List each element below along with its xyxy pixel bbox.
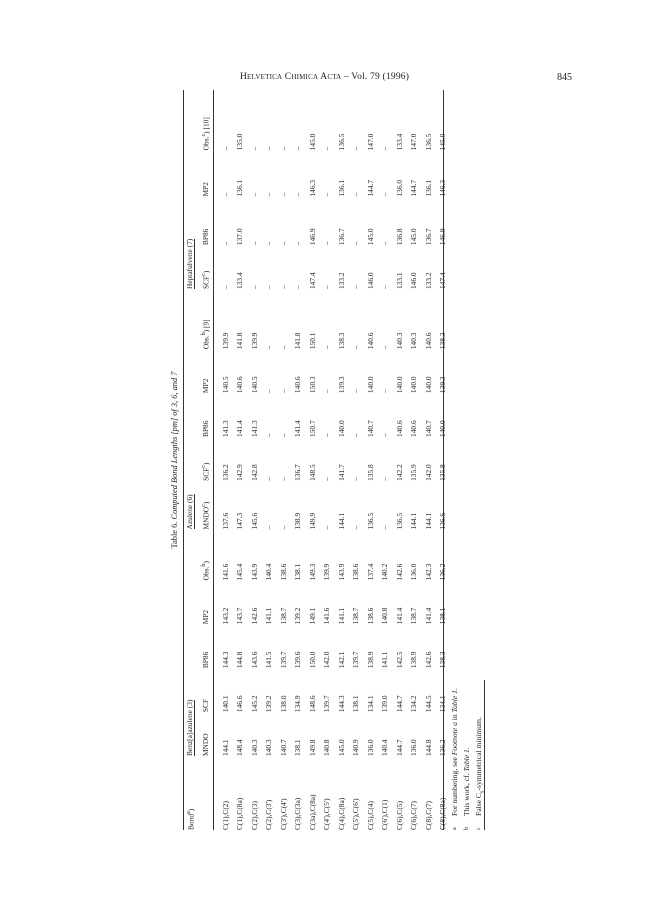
table-cell: 147.0 — [409, 133, 419, 151]
table-cell: – — [293, 192, 303, 197]
table-row — [363, 90, 378, 830]
table-cell: 139.7 — [351, 651, 361, 669]
table-cell: 140.0 — [409, 376, 419, 394]
table-cell: 146.6 — [235, 695, 245, 713]
table-cell: 140.1 — [220, 695, 230, 713]
table-cell: 136.7 — [293, 464, 303, 481]
subheader-8: MP2 — [200, 378, 210, 394]
table-cell: 150.7 — [307, 420, 317, 437]
table-cell: 144.1 — [220, 739, 230, 757]
table-row — [334, 90, 349, 830]
table-cell: 141.4 — [235, 420, 245, 437]
table-cell: 144.8 — [235, 651, 245, 669]
table-cell: 136.1 — [423, 179, 433, 197]
table-cell: 146.3 — [438, 179, 448, 197]
table-cell: 140.7 — [423, 420, 433, 437]
table-cell: 140.3 — [249, 739, 259, 757]
table-cell: 140.5 — [249, 376, 259, 394]
journal-name: Helvetica Chimica Acta — [240, 72, 342, 82]
table-cell: 134.1 — [365, 695, 375, 713]
table-cell: 141.3 — [249, 420, 259, 437]
table-cell: 144.3 — [336, 695, 346, 713]
table-cell: – — [380, 433, 390, 437]
table-cell: 145.0 — [307, 133, 317, 151]
table-cell: 144.1 — [336, 512, 346, 530]
table-cell: – — [264, 433, 274, 437]
table-cell: 136.1 — [235, 179, 245, 197]
table-cell: 142.0 — [423, 464, 433, 481]
table-cell: 139.2 — [293, 607, 303, 625]
table-cell: 136.0 — [365, 739, 375, 757]
table-cell: 145.2 — [249, 695, 259, 713]
table-caption-text: Computed Bond Lengths [pm] of 3, 6, and 7 — [170, 371, 179, 520]
table-cell: 149.9 — [307, 512, 317, 530]
table-cell: 139.6 — [293, 651, 303, 669]
table-cell: – — [351, 146, 361, 151]
table-cell: 138.1 — [293, 739, 303, 757]
table-cell: 139.7 — [278, 651, 288, 669]
table-cell: 138.6 — [351, 563, 361, 581]
table-cell: – — [264, 477, 274, 481]
table-cell: 133.4 — [235, 272, 245, 290]
table-cell: 138.6 — [278, 563, 288, 581]
table-cell: 139.9 — [322, 563, 332, 581]
table-cell: 144.7 — [365, 179, 375, 197]
table-cell: – — [322, 477, 332, 481]
subheader-10: SCF$^c$) — [201, 270, 211, 290]
table-cell: 140.6 — [394, 420, 404, 437]
table-cell: 140.6 — [365, 332, 375, 350]
table-cell: 137.6 — [220, 512, 230, 530]
table-cell: 147.0 — [365, 133, 375, 151]
table-cell: 140.4 — [264, 563, 274, 581]
table-cell: 138.1 — [438, 607, 448, 625]
table-cell: 146.0 — [365, 272, 375, 290]
bond-label: C(3a),C(8a) — [307, 794, 317, 830]
table-row — [407, 90, 422, 830]
table-cell: 144.3 — [220, 651, 230, 669]
table-row — [392, 90, 407, 830]
table-row — [247, 90, 262, 830]
table-cell: 145.4 — [235, 563, 245, 581]
table-cell: 138.3 — [438, 332, 448, 350]
subheader-11: BP86 — [200, 228, 210, 246]
table-cell: 146.0 — [409, 272, 419, 290]
table-cell: – — [278, 192, 288, 197]
table-cell: – — [380, 345, 390, 350]
table-cell: 144.8 — [423, 739, 433, 757]
table-caption-label: Table 6. — [170, 521, 179, 549]
table-cell: 148.6 — [307, 695, 317, 713]
table-cell: 146.9 — [438, 228, 448, 246]
table-cell: 142.6 — [249, 607, 259, 625]
table-cell: 142.5 — [394, 651, 404, 669]
subheader-7: BP86 — [200, 420, 210, 437]
table-cell: 141.4 — [394, 607, 404, 625]
table-row — [436, 90, 451, 830]
table-cell: 149.3 — [307, 563, 317, 581]
table-cell: 146.9 — [307, 228, 317, 246]
table-cell: – — [220, 285, 230, 290]
table-row — [378, 90, 393, 830]
table-cell: 136.0 — [409, 739, 419, 757]
table-row — [320, 90, 335, 830]
group-header-benzazulene: Benz[a]azulene (3) — [185, 699, 194, 757]
table-cell: 136.2 — [438, 739, 448, 757]
table-cell: 150.1 — [307, 332, 317, 350]
table-cell: 147.4 — [307, 272, 317, 290]
footnote-b: b This work, cf. Table 1. — [462, 747, 471, 830]
table-caption — [171, 90, 179, 830]
table-cell: – — [249, 241, 259, 246]
table-cell: 144.7 — [394, 739, 404, 757]
running-head — [240, 72, 409, 82]
table-cell: 142.3 — [423, 563, 433, 581]
table-cell: 140.9 — [351, 739, 361, 757]
table-cell: 140.7 — [278, 739, 288, 757]
table-cell: – — [278, 345, 288, 350]
table-cell: – — [380, 389, 390, 394]
table-cell: – — [220, 192, 230, 197]
table-cell: 141.8 — [293, 332, 303, 350]
table-cell: 136.7 — [423, 228, 433, 246]
table-cell: 142.8 — [249, 464, 259, 481]
subheader-0: MNDO — [200, 733, 210, 757]
table-cell: 140.6 — [235, 376, 245, 394]
table-cell: 140.6 — [423, 332, 433, 350]
table-cell: 140.6 — [293, 376, 303, 394]
bond-label: C(3),C(3a) — [293, 797, 303, 830]
table-cell: 145.0 — [365, 228, 375, 246]
table-cell: 138.9 — [293, 512, 303, 530]
table-cell: 142.6 — [394, 563, 404, 581]
table-cell: – — [322, 192, 332, 197]
table-cell: 148.4 — [235, 739, 245, 757]
table-cell: 140.0 — [336, 420, 346, 437]
table-cell: – — [322, 285, 332, 290]
table-cell: – — [220, 146, 230, 151]
table-cell: 145.0 — [409, 228, 419, 246]
table-cell: 141.7 — [336, 464, 346, 481]
table-cell: 143.9 — [249, 563, 259, 581]
bond-label: C(8),C(8a) — [438, 797, 448, 830]
table-cell: 143.7 — [235, 607, 245, 625]
table-cell: 136.5 — [423, 133, 433, 151]
table-cell: – — [351, 241, 361, 246]
table-cell: 142.1 — [336, 651, 346, 669]
table-cell: 140.0 — [365, 376, 375, 394]
table-cell: – — [293, 241, 303, 246]
table-cell: 141.1 — [380, 651, 390, 669]
table-cell: – — [264, 525, 274, 530]
table-cell: 141.4 — [293, 420, 303, 437]
table-cell: 145.0 — [336, 739, 346, 757]
table-cell: – — [278, 433, 288, 437]
table-cell: 139.2 — [264, 695, 274, 713]
table-cell: 139.9 — [220, 332, 230, 350]
table-cell: 136.5 — [394, 512, 404, 530]
bond-label: C(6'),C(1) — [380, 799, 390, 830]
table-cell: 136.0 — [409, 563, 419, 581]
bond-column-header: Bond$^a$) — [186, 808, 196, 830]
table-cell: 141.4 — [423, 607, 433, 625]
table-cell: – — [278, 389, 288, 394]
table-cell: 136.5 — [336, 133, 346, 151]
table-cell: 144.1 — [423, 512, 433, 530]
table-cell: – — [322, 433, 332, 437]
subheader-6: SCF$^c$) — [201, 462, 211, 481]
table-cell: 139.7 — [322, 695, 332, 713]
table-cell: – — [293, 146, 303, 151]
table-cell: 144.1 — [409, 512, 419, 530]
table-row — [291, 90, 306, 830]
table-cell: 142.9 — [235, 464, 245, 481]
table-cell: 150.3 — [307, 376, 317, 394]
bond-label: C(8),C(7) — [423, 801, 433, 830]
table-cell: 136.2 — [438, 563, 448, 581]
table-cell: – — [380, 241, 390, 246]
table-cell: – — [322, 345, 332, 350]
table-cell: 138.6 — [365, 607, 375, 625]
table-cell: 134.9 — [293, 695, 303, 713]
table-cell: – — [278, 525, 288, 530]
table-cell: 137.0 — [235, 228, 245, 246]
table-cell: – — [351, 525, 361, 530]
table-cell: 148.5 — [307, 464, 317, 481]
table-row — [233, 90, 248, 830]
table-cell: 141.1 — [264, 607, 274, 625]
table-cell: 133.2 — [336, 272, 346, 290]
table-cell: – — [220, 241, 230, 246]
table-cell: – — [351, 345, 361, 350]
table-cell: 144.5 — [423, 695, 433, 713]
table-cell: 138.1 — [293, 563, 303, 581]
table-cell: 147.3 — [235, 512, 245, 530]
table-cell: 138.3 — [336, 332, 346, 350]
bond-label: C(2),C(3') — [264, 799, 274, 830]
table-cell: 138.9 — [409, 651, 419, 669]
bond-label: C(4'),C(5') — [322, 798, 332, 830]
table-cell: – — [278, 285, 288, 290]
table-cell: 141.1 — [336, 607, 346, 625]
table-cell: 135.8 — [365, 464, 375, 481]
table-cell: – — [351, 389, 361, 394]
table-cell: 136.6 — [438, 512, 448, 530]
bond-label: C(6),C(5) — [394, 801, 404, 830]
table-cell: – — [322, 241, 332, 246]
table-cell: – — [322, 389, 332, 394]
table-cell: 136.5 — [365, 512, 375, 530]
bond-label: C(1),C(2) — [220, 801, 230, 830]
table-cell: 146.3 — [307, 179, 317, 197]
table-cell: 136.7 — [336, 228, 346, 246]
table-cell: 138.7 — [351, 607, 361, 625]
table-cell: 138.1 — [351, 695, 361, 713]
table-row — [349, 90, 364, 830]
table-row — [262, 90, 277, 830]
table-cell: 140.3 — [409, 332, 419, 350]
table-cell: – — [351, 285, 361, 290]
table-cell: 140.3 — [264, 739, 274, 757]
subheader-9: Obs.$^b$) [9] — [201, 319, 211, 350]
table-cell: 140.8 — [380, 607, 390, 625]
subheader-2: BP86 — [200, 651, 210, 669]
table-cell: 143.2 — [220, 607, 230, 625]
table-cell: 142.0 — [322, 651, 332, 669]
table-cell: – — [264, 146, 274, 151]
table-cell: 140.0 — [423, 376, 433, 394]
table-cell: 140.4 — [380, 739, 390, 757]
table-cell: 136.8 — [394, 228, 404, 246]
table-cell: 140.0 — [438, 420, 448, 437]
bond-label: C(1),C(8a) — [235, 797, 245, 830]
subheader-1: SCF — [200, 698, 210, 713]
table-cell: – — [278, 241, 288, 246]
table-row — [305, 90, 320, 830]
table-cell: 140.7 — [365, 420, 375, 437]
table-cell: – — [351, 477, 361, 481]
table-cell: 134.1 — [438, 695, 448, 713]
table-cell: – — [249, 192, 259, 197]
table-cell: 142.2 — [394, 464, 404, 481]
table-cell: – — [264, 241, 274, 246]
subheader-3: MP2 — [200, 609, 210, 625]
table-cell: 143.9 — [336, 563, 346, 581]
table-cell: 135.9 — [409, 464, 419, 481]
table-cell: 143.6 — [249, 651, 259, 669]
group-header-azulene: Azulene (6) — [185, 494, 194, 530]
bond-label: C(5'),C(6') — [351, 798, 361, 830]
table-cell: 139.9 — [249, 332, 259, 350]
table-cell: – — [249, 146, 259, 151]
table-cell: – — [351, 192, 361, 197]
table-cell: 135.8 — [438, 464, 448, 481]
table-cell: – — [293, 285, 303, 290]
table-cell: – — [278, 146, 288, 151]
table-cell: 138.9 — [365, 651, 375, 669]
table-cell: 149.1 — [307, 607, 317, 625]
table-cell: 136.1 — [336, 179, 346, 197]
table-cell: – — [380, 477, 390, 481]
footnote-c: c False $C_s$-symmetrical minimum. — [474, 717, 486, 830]
table-cell: – — [351, 433, 361, 437]
table-cell: 150.0 — [307, 651, 317, 669]
table-cell: 136.0 — [394, 179, 404, 197]
table-cell: 139.3 — [336, 376, 346, 394]
table-cell: 141.8 — [235, 332, 245, 350]
bond-label: C(4),C(8a) — [336, 797, 346, 830]
table-cell: 135.0 — [235, 133, 245, 151]
volume-year: – Vol. 79 (1996) — [343, 72, 410, 82]
table-cell: – — [264, 389, 274, 394]
subheader-4: Obs.$^b$) — [201, 561, 211, 581]
table-cell: 140.0 — [394, 376, 404, 394]
table-cell: 140.8 — [322, 739, 332, 757]
table-cell: 141.6 — [220, 563, 230, 581]
table-row — [276, 90, 291, 830]
table-cell: 137.4 — [365, 563, 375, 581]
rotated-table-block — [171, 90, 501, 830]
bond-label: C(2),C(3) — [249, 801, 259, 830]
table-row — [212, 90, 233, 830]
table-cell: 133.1 — [394, 272, 404, 290]
table-cell: – — [322, 146, 332, 151]
table-cell: 149.8 — [307, 739, 317, 757]
table-cell: 141.5 — [264, 651, 274, 669]
table-cell: 145.6 — [249, 512, 259, 530]
table-cell: – — [264, 285, 274, 290]
page-number: 845 — [557, 72, 572, 83]
bond-label: C(5),C(4) — [365, 801, 375, 830]
table-cell: – — [264, 345, 274, 350]
table-row — [421, 90, 436, 830]
bond-label: C(6),C(7) — [409, 801, 419, 830]
table-cell: – — [278, 477, 288, 481]
bond-length-table — [186, 90, 450, 830]
subheader-13: Obs.$^c$) [10] — [201, 117, 211, 151]
table-cell: 140.6 — [409, 420, 419, 437]
table-cell: 144.7 — [394, 695, 404, 713]
table-cell: 140.5 — [220, 376, 230, 394]
group-header-heptafulvene: Heptafulvene (7) — [185, 238, 194, 290]
table-cell: – — [380, 146, 390, 151]
table-cell: 141.6 — [322, 607, 332, 625]
table-cell: 133.2 — [423, 272, 433, 290]
footnotes — [449, 688, 489, 830]
subheader-12: MP2 — [200, 182, 210, 197]
table-cell: – — [322, 525, 332, 530]
table-cell: – — [249, 285, 259, 290]
table-cell: 142.6 — [423, 651, 433, 669]
table-cell: – — [380, 192, 390, 197]
table-cell: – — [380, 285, 390, 290]
table-cell: 139.0 — [380, 695, 390, 713]
table-cell: 140.3 — [394, 332, 404, 350]
table-cell: 145.0 — [438, 133, 448, 151]
table-top-rule — [183, 90, 184, 830]
table-cell: 138.3 — [438, 651, 448, 669]
bond-label: C(3'),C(4') — [278, 798, 288, 830]
table-cell: – — [380, 525, 390, 530]
table-cell: 140.2 — [380, 563, 390, 581]
table-cell: 138.0 — [278, 695, 288, 713]
table-cell: – — [264, 192, 274, 197]
table-cell: 144.7 — [409, 179, 419, 197]
footnote-a: a For numbering, see Footnote a in Table 1. — [450, 688, 459, 830]
subheader-5: MNDO$^c$) — [201, 501, 211, 530]
table-cell: 138.7 — [278, 607, 288, 625]
table-cell: 139.3 — [438, 376, 448, 394]
table-cell: 133.4 — [394, 133, 404, 151]
table-cell: 134.2 — [409, 695, 419, 713]
table-cell: 138.7 — [409, 607, 419, 625]
table-cell: 147.4 — [438, 272, 448, 290]
table-cell: 136.2 — [220, 464, 230, 481]
table-cell: 141.3 — [220, 420, 230, 437]
